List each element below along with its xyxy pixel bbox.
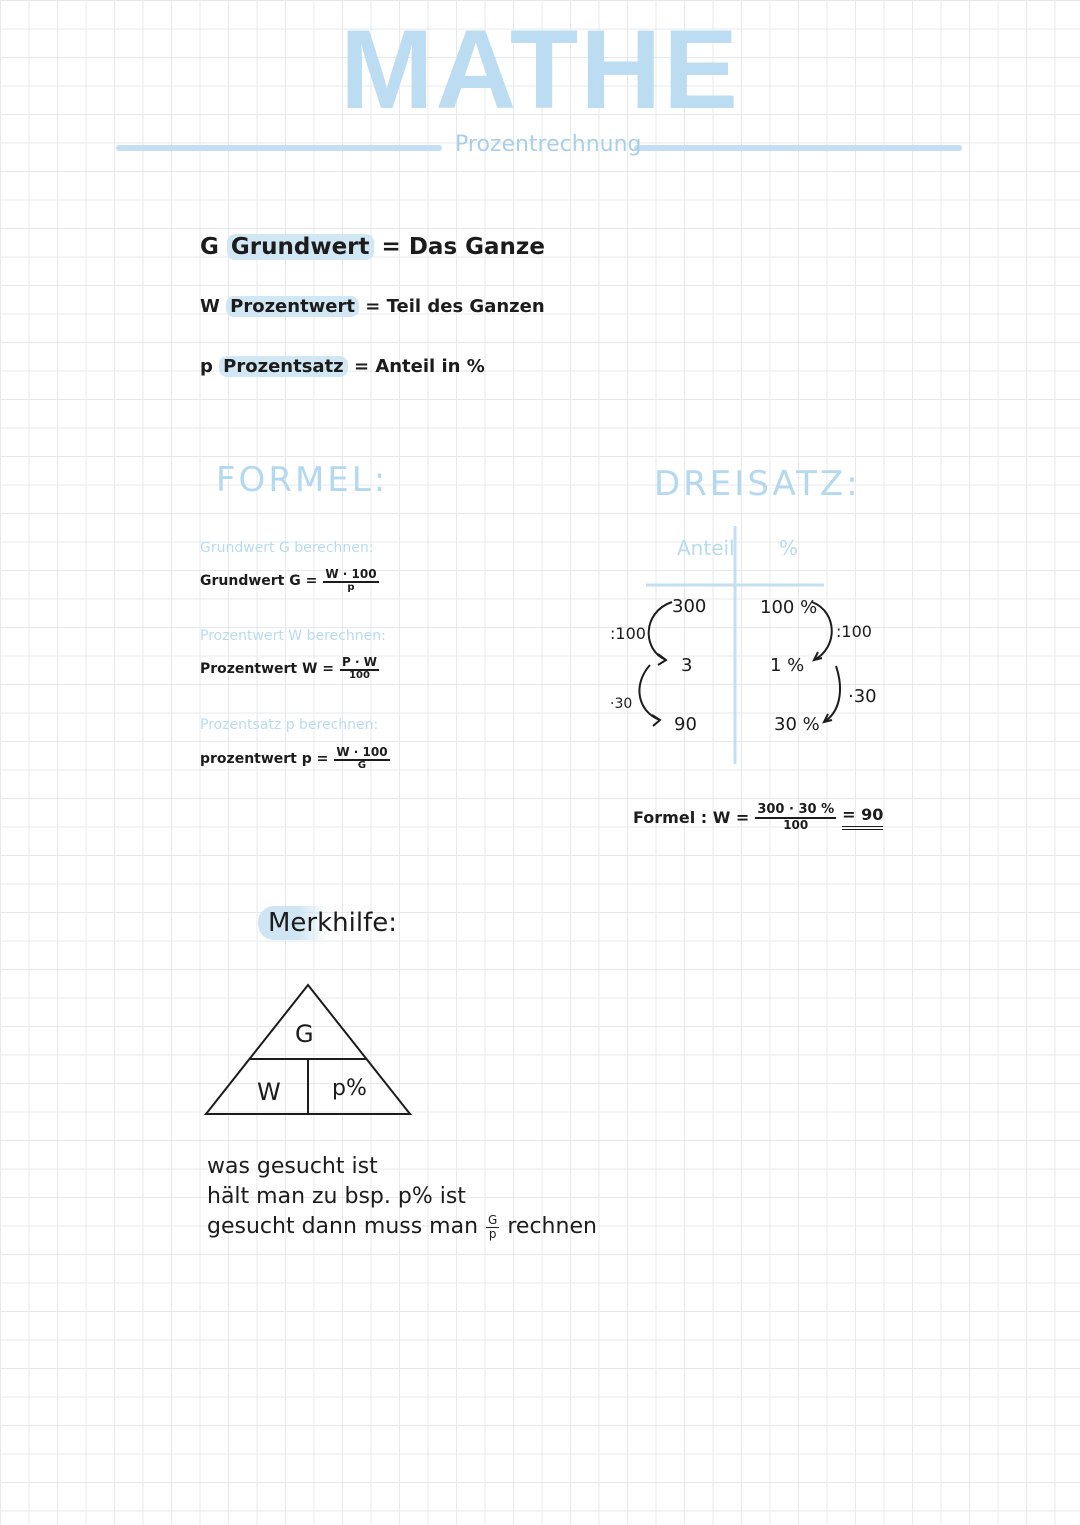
formel-label-prozentsatz: Prozentsatz p berechnen: [200,717,379,733]
formel-lhs: Prozentwert W = [200,660,335,677]
fraction-numerator: W · 100 [336,745,388,759]
note-line-2: hält man zu bsp. p% ist [207,1184,466,1209]
note-fraction [486,1214,499,1240]
dreisatz-left-1: 300 [672,596,707,617]
definition-term: Grundwert [227,234,374,260]
dreisatz-right-1: 100 % [760,597,818,618]
dreisatz-heading: DREISATZ: [654,464,861,504]
formel-grundwert [200,568,379,593]
dreisatz-right-op-1: :100 [836,622,872,641]
definition-meaning: Anteil in % [375,356,485,377]
definition-meaning: Teil des Ganzen [386,296,545,317]
formel-label-prozentwert: Prozentwert W berechnen: [200,628,386,644]
fraction-numerator: G [488,1212,498,1227]
page-subtitle: Prozentrechnung [455,132,642,157]
definition-grundwert [200,234,545,260]
definition-symbol: G [200,234,219,260]
dreisatz-formula [633,803,883,831]
definition-symbol: W [200,296,220,317]
formel-fraction [323,568,378,593]
formel-prozentsatz [200,746,390,771]
definition-prozentwert [200,296,545,317]
note-line-3 [207,1212,597,1242]
note-line-3-pre: gesucht dann muss man [207,1214,479,1239]
merkhilfe-note [207,1152,597,1242]
fraction-numerator: W · 100 [325,567,377,581]
formel-label-grundwert: Grundwert G berechnen: [200,540,374,556]
formel-fraction [334,746,389,771]
dreisatz-lines [600,520,900,770]
dreisatz-left-2: 3 [681,655,693,676]
fraction-numerator: 300 · 30 % [757,802,835,817]
definition-term: Prozentsatz [219,356,347,377]
fraction-denominator: p [488,1226,497,1241]
definition-eq: = [353,356,370,377]
formel-lhs: Grundwert G = [200,572,318,589]
merkhilfe-heading: Merkhilfe: [258,906,407,940]
dreisatz-left-op-1: :100 [610,624,646,643]
formel-lhs: prozentwert p = [200,750,329,767]
arrowhead-left-1 [658,654,666,665]
fraction-numerator: P · W [342,655,377,669]
title-rule-right [634,145,962,151]
definition-meaning: Das Ganze [408,234,545,260]
definition-eq: = [365,296,381,317]
definition-prozentsatz [200,356,485,377]
arrow-right-2 [824,666,840,722]
fraction-denominator: G [357,759,367,771]
title-rule-left [116,145,442,151]
triangle-label-g: G [295,1020,314,1048]
dreisatz-formula-prefix: Formel : W = [633,807,750,827]
formel-prozentwert [200,656,379,681]
fraction-denominator: 100 [349,669,370,681]
dreisatz-right-3: 30 % [774,714,820,735]
merkhilfe-triangle [200,980,416,1120]
triangle-label-p: p% [332,1076,367,1101]
dreisatz-right-2: 1 % [770,655,805,676]
definition-eq: = [381,234,401,260]
dreisatz-left-op-2: ·30 [610,696,633,712]
arrowhead-left-2 [652,715,660,726]
formel-fraction [340,656,379,681]
note-line-3-post: rechnen [507,1214,597,1239]
dreisatz-col-anteil: Anteil [677,536,735,560]
fraction-denominator: 100 [783,817,809,832]
fraction-denominator: p [347,581,355,593]
triangle-label-w: W [257,1078,281,1106]
dreisatz-formula-result: = 90 [842,805,883,830]
definition-term: Prozentwert [226,296,359,317]
arrow-left-2 [639,665,660,720]
dreisatz-col-percent: % [779,536,799,560]
page-title: MATHE [340,7,740,132]
dreisatz-formula-fraction [755,803,836,831]
formel-heading: FORMEL: [216,460,389,500]
definition-symbol: p [200,356,213,377]
arrow-left-1 [649,602,672,660]
dreisatz-right-op-2: ·30 [848,686,877,707]
note-line-1: was gesucht ist [207,1154,378,1179]
dreisatz-left-3: 90 [674,714,697,735]
